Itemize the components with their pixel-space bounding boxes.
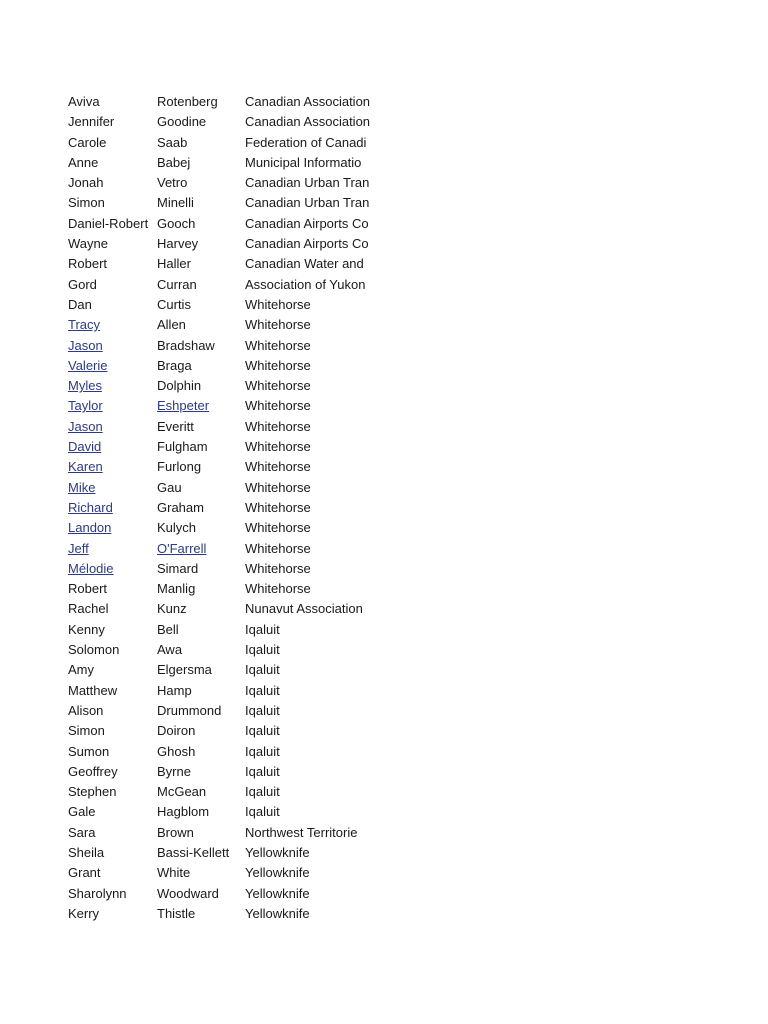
last-name-cell-text: Rotenberg (157, 94, 218, 109)
first-name-cell (68, 701, 156, 721)
last-name-cell (157, 559, 245, 579)
organization-cell (245, 599, 372, 619)
last-name-cell-text: Vetro (157, 175, 188, 191)
first-name-cell (68, 518, 156, 538)
first-name-cell-text: Alison (68, 702, 104, 718)
last-name-cell-text: Hamp (157, 682, 192, 698)
first-name-cell-text: Kenny (68, 621, 105, 637)
first-name-cell-text: Gale (68, 804, 96, 820)
organization-cell-text: Canadian Water and (245, 256, 364, 272)
first-name-cell-text: Amy (68, 662, 94, 678)
first-name-cell-text: Simon (68, 723, 105, 739)
first-name-cell (68, 620, 156, 640)
first-name-cell-text: Robert (68, 256, 108, 272)
last-name-cell (157, 843, 245, 863)
last-name-cell (157, 275, 245, 295)
first-name-cell (68, 721, 156, 741)
first-name-cell (68, 478, 156, 498)
last-name-cell (157, 153, 245, 173)
last-name-cell-text: Braga (157, 357, 192, 373)
organization-cell-text: Whitehorse (245, 398, 311, 414)
last-name-cell (157, 437, 245, 457)
last-name-cell (157, 884, 245, 904)
last-name-cell-text: Bell (157, 621, 179, 637)
organization-cell-text: Whitehorse (245, 418, 311, 434)
first-name-cell (68, 457, 156, 477)
organization-cell-text: Whitehorse (245, 296, 311, 312)
organization-cell-text: Yellowknife (245, 865, 310, 881)
first-name-cell (68, 173, 156, 193)
organization-cell-text: Whitehorse (245, 560, 311, 576)
first-name-cell (68, 315, 156, 335)
organization-cell (245, 214, 372, 234)
first-name-cell-text: Gord (68, 276, 97, 292)
organization-cell-text: Canadian Urban Tran (245, 175, 370, 191)
first-name-cell-text: Grant (68, 865, 101, 881)
organization-cell-text: Canadian Airports Co (245, 236, 369, 252)
last-name-cell-text: Bassi-Kellett (157, 844, 230, 860)
last-name-cell (157, 92, 245, 112)
last-name-cell-text: Graham (157, 499, 204, 515)
last-name-cell-text: Allen (157, 317, 186, 333)
first-name-cell-link[interactable]: Landon (68, 520, 112, 536)
first-name-cell-text: Aviva (68, 94, 100, 109)
last-name-cell (157, 356, 245, 376)
organization-cell-text: Whitehorse (245, 499, 311, 515)
first-name-cell (68, 234, 156, 254)
first-name-cell (68, 92, 156, 112)
organization-cell (245, 904, 372, 924)
last-name-cell-text: Gooch (157, 215, 196, 231)
first-name-cell-link[interactable]: Taylor (68, 398, 103, 414)
first-name-cell-text: Solomon (68, 642, 120, 658)
first-name-cell (68, 559, 156, 579)
first-name-cell (68, 843, 156, 863)
first-name-cell (68, 660, 156, 680)
last-name-cell (157, 701, 245, 721)
organization-cell (245, 193, 372, 213)
last-name-cell-text: White (157, 865, 191, 881)
organization-cell-text: Yellowknife (245, 905, 310, 921)
last-name-cell (157, 376, 245, 396)
first-name-cell (68, 295, 156, 315)
last-name-cell (157, 802, 245, 822)
first-name-cell-link[interactable]: Jeff (68, 540, 89, 556)
last-name-cell-text: Kunz (157, 601, 187, 617)
organization-cell-text: Whitehorse (245, 540, 311, 556)
first-name-cell (68, 254, 156, 274)
organization-cell-text: Whitehorse (245, 337, 311, 353)
last-name-cell (157, 518, 245, 538)
last-name-cell (157, 478, 245, 498)
organization-cell (245, 701, 372, 721)
first-name-cell (68, 193, 156, 213)
first-name-cell-text: Carole (68, 134, 107, 150)
organization-cell (245, 802, 372, 822)
first-name-cell-text: Jonah (68, 175, 104, 191)
first-name-cell (68, 863, 156, 883)
last-name-cell (157, 254, 245, 274)
organization-cell (245, 92, 372, 112)
organization-cell-text: Yellowknife (245, 844, 310, 860)
last-name-cell (157, 620, 245, 640)
organization-cell-text: Canadian Association (245, 114, 371, 130)
organization-cell-text: Federation of Canadi (245, 134, 367, 150)
first-name-cell (68, 153, 156, 173)
organization-cell (245, 437, 372, 457)
organization-cell (245, 396, 372, 416)
last-name-cell-link[interactable]: O'Farrell (157, 540, 207, 556)
organization-cell-text: Canadian Airports Co (245, 215, 369, 231)
last-name-cell-text: Awa (157, 642, 183, 658)
first-name-cell-link[interactable]: Valerie (68, 357, 108, 373)
last-name-cell-text: Thistle (157, 905, 196, 921)
last-name-cell-text: Doiron (157, 723, 196, 739)
first-name-cell (68, 112, 156, 132)
organization-cell (245, 133, 372, 153)
organization-cell (245, 782, 372, 802)
last-name-cell-text: Goodine (157, 114, 207, 130)
first-name-cell-text: Kerry (68, 905, 100, 921)
organization-cell-text: Nunavut Association (245, 601, 363, 617)
organization-cell (245, 742, 372, 762)
first-name-cell (68, 376, 156, 396)
organization-cell (245, 843, 372, 863)
last-name-cell-text: Fulgham (157, 439, 208, 455)
first-name-cell (68, 782, 156, 802)
organization-cell-text: Iqaluit (245, 804, 280, 820)
organization-cell (245, 539, 372, 559)
first-name-cell (68, 681, 156, 701)
first-name-cell-text: Simon (68, 195, 105, 211)
first-name-cell (68, 762, 156, 782)
last-name-cell (157, 904, 245, 924)
first-name-cell-text: Sharolynn (68, 885, 127, 901)
organization-cell-text: Iqaluit (245, 784, 280, 800)
first-name-cell (68, 437, 156, 457)
organization-cell-text: Iqaluit (245, 662, 280, 678)
organization-cell (245, 620, 372, 640)
last-name-cell-text: Drummond (157, 702, 222, 718)
last-name-cell (157, 640, 245, 660)
first-name-cell-text: Sara (68, 824, 96, 840)
organization-cell-text: Iqaluit (245, 682, 280, 698)
organization-cell (245, 518, 372, 538)
last-name-cell-text: Bradshaw (157, 337, 215, 353)
organization-cell-text: Whitehorse (245, 378, 311, 394)
first-name-cell-text: Anne (68, 154, 99, 170)
organization-cell (245, 153, 372, 173)
first-name-cell (68, 823, 156, 843)
last-name-cell-text: Byrne (157, 763, 191, 779)
first-name-cell (68, 599, 156, 619)
organization-cell-text: Iqaluit (245, 642, 280, 658)
last-name-cell (157, 295, 245, 315)
organization-cell-text: Iqaluit (245, 621, 280, 637)
first-name-cell-text: Wayne (68, 236, 108, 252)
last-name-cell-text: Elgersma (157, 662, 212, 678)
organization-cell (245, 640, 372, 660)
first-name-cell-link[interactable]: Mike (68, 479, 96, 495)
organization-cell-text: Iqaluit (245, 743, 280, 759)
first-name-cell-text: Dan (68, 296, 92, 312)
organization-cell (245, 336, 372, 356)
last-name-cell (157, 863, 245, 883)
organization-cell (245, 863, 372, 883)
first-name-cell (68, 356, 156, 376)
organization-cell-text: Iqaluit (245, 723, 280, 739)
first-name-cell (68, 539, 156, 559)
last-name-cell (157, 823, 245, 843)
last-name-cell (157, 173, 245, 193)
last-name-cell-text: Dolphin (157, 378, 202, 394)
last-name-cell (157, 539, 245, 559)
last-name-cell (157, 396, 245, 416)
first-name-cell-link[interactable]: Richard (68, 499, 113, 515)
organization-cell (245, 234, 372, 254)
first-name-cell (68, 133, 156, 153)
last-name-cell-text: Curran (157, 276, 197, 292)
organization-cell-text: Whitehorse (245, 479, 311, 495)
last-name-cell (157, 762, 245, 782)
last-name-cell-text: Hagblom (157, 804, 210, 820)
organization-cell (245, 884, 372, 904)
last-name-cell (157, 193, 245, 213)
last-name-cell-text: Brown (157, 824, 194, 840)
last-name-cell (157, 742, 245, 762)
first-name-cell-link[interactable]: Jason (68, 337, 103, 353)
organization-cell-text: Iqaluit (245, 763, 280, 779)
last-name-cell-text: Everitt (157, 418, 194, 434)
last-name-cell-link[interactable]: Eshpeter (157, 398, 210, 414)
last-name-cell-text: Manlig (157, 581, 196, 597)
last-name-cell (157, 457, 245, 477)
organization-cell (245, 762, 372, 782)
last-name-cell-text: McGean (157, 784, 207, 800)
first-name-cell-text: Daniel-Robert (68, 215, 149, 231)
last-name-cell (157, 417, 245, 437)
last-name-cell-text: Babej (157, 154, 191, 170)
last-name-cell-text: Curtis (157, 296, 191, 312)
organization-cell-text: Yellowknife (245, 885, 310, 901)
organization-cell (245, 721, 372, 741)
organization-cell (245, 173, 372, 193)
organization-cell-text: Whitehorse (245, 317, 311, 333)
organization-cell (245, 417, 372, 437)
organization-cell (245, 376, 372, 396)
first-name-cell (68, 884, 156, 904)
first-name-cell-link[interactable]: Karen (68, 459, 103, 475)
organization-cell (245, 498, 372, 518)
organization-cell (245, 681, 372, 701)
first-name-cell-text: Matthew (68, 682, 118, 698)
last-name-cell (157, 721, 245, 741)
organization-cell-text: Association of Yukon (245, 276, 366, 292)
last-name-cell-text: Kulych (157, 520, 197, 536)
organization-cell (245, 823, 372, 843)
last-name-cell-text: Ghosh (157, 743, 196, 759)
last-name-cell-text: Woodward (157, 885, 219, 901)
first-name-cell (68, 336, 156, 356)
first-name-cell (68, 904, 156, 924)
last-name-cell-text: Minelli (157, 195, 194, 211)
last-name-cell (157, 214, 245, 234)
last-name-cell (157, 498, 245, 518)
organization-cell (245, 579, 372, 599)
first-name-cell-text: Geoffrey (68, 763, 118, 779)
last-name-cell (157, 336, 245, 356)
last-name-cell-text: Saab (157, 134, 188, 150)
organization-cell-text: Whitehorse (245, 439, 311, 455)
first-name-cell-text: Sumon (68, 743, 110, 759)
organization-cell (245, 356, 372, 376)
first-name-cell-text: Jennifer (68, 114, 115, 130)
organization-cell-text: Municipal Informatio (245, 154, 362, 170)
organization-cell (245, 478, 372, 498)
organization-cell-text: Canadian Association (245, 94, 371, 109)
first-name-cell (68, 742, 156, 762)
organization-cell-text: Whitehorse (245, 459, 311, 475)
first-name-cell-text: Rachel (68, 601, 109, 617)
last-name-cell-text: Furlong (157, 459, 202, 475)
last-name-cell (157, 234, 245, 254)
last-name-cell (157, 579, 245, 599)
organization-cell (245, 275, 372, 295)
organization-cell (245, 254, 372, 274)
first-name-cell-text: Stephen (68, 784, 117, 800)
first-name-cell-text: Robert (68, 581, 108, 597)
organization-cell (245, 660, 372, 680)
first-name-cell-link[interactable]: Mélodie (68, 560, 114, 576)
first-name-cell-link[interactable]: Tracy (68, 317, 101, 333)
last-name-cell-text: Haller (157, 256, 191, 272)
last-name-cell (157, 782, 245, 802)
organization-cell-text: Iqaluit (245, 702, 280, 718)
organization-cell-text: Canadian Urban Tran (245, 195, 370, 211)
organization-cell-text: Whitehorse (245, 581, 311, 597)
last-name-cell (157, 660, 245, 680)
first-name-cell (68, 275, 156, 295)
organization-cell (245, 315, 372, 335)
first-name-cell (68, 802, 156, 822)
last-name-cell-text: Harvey (157, 236, 199, 252)
last-name-cell-text: Gau (157, 479, 182, 495)
organization-cell (245, 559, 372, 579)
last-name-cell (157, 315, 245, 335)
first-name-cell (68, 417, 156, 437)
first-name-cell (68, 214, 156, 234)
last-name-cell (157, 599, 245, 619)
first-name-cell-text: Sheila (68, 844, 105, 860)
organization-cell (245, 295, 372, 315)
organization-cell (245, 457, 372, 477)
organization-cell-text: Whitehorse (245, 357, 311, 373)
organization-cell (245, 112, 372, 132)
organization-cell-text: Whitehorse (245, 520, 311, 536)
organization-cell-text: Northwest Territorie (245, 824, 358, 840)
first-name-cell (68, 640, 156, 660)
first-name-cell-link[interactable]: Myles (68, 378, 102, 394)
first-name-cell (68, 396, 156, 416)
first-name-cell (68, 579, 156, 599)
first-name-cell-link[interactable]: David (68, 439, 102, 455)
first-name-cell-link[interactable]: Jason (68, 418, 103, 434)
last-name-cell-text: Simard (157, 560, 199, 576)
last-name-cell (157, 681, 245, 701)
first-name-cell (68, 498, 156, 518)
last-name-cell (157, 112, 245, 132)
last-name-cell (157, 133, 245, 153)
